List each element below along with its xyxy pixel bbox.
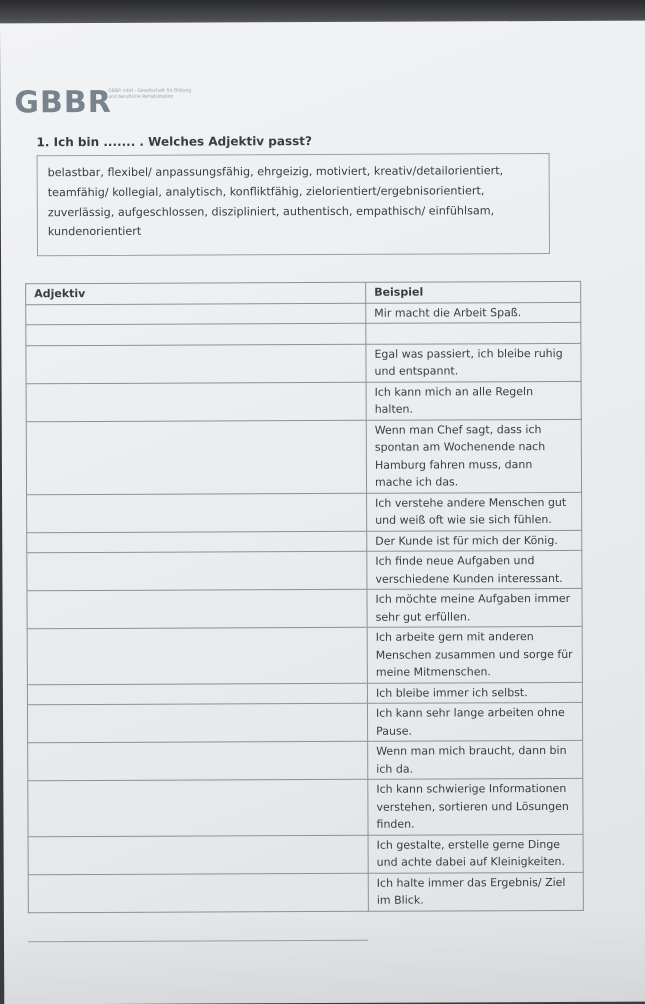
adjektiv-cell[interactable] (26, 323, 366, 345)
beispiel-cell: Ich kann mich an alle Regeln halten. (366, 381, 581, 420)
table-row (28, 872, 583, 912)
table-row (27, 530, 582, 553)
adjective-word-box: belastbar, flexibel/ anpassungsfähig, ehrgeizig, motiviert, kreativ/detailorientiert, teamfähig/ kollegial, analytisch, konfliktfähig, zielorientiert/ergebnisorientiert, zuverlässig, aufgeschlossen, diszipliniert, authentisch, empathisch/ einfühlsam, kundenorientiert (37, 153, 550, 256)
adjective-example-table (25, 281, 584, 913)
beispiel-cell: Mir macht die Arbeit Spaß. (366, 302, 581, 323)
adjektiv-cell[interactable] (27, 589, 367, 628)
adjektiv-cell[interactable] (27, 551, 367, 590)
table-row (26, 419, 581, 494)
table-row (27, 702, 582, 742)
adjektiv-cell[interactable] (26, 420, 366, 494)
worksheet-paper (0, 21, 645, 1004)
header-adjektiv: Adjektiv (26, 282, 366, 304)
adjektiv-cell[interactable] (28, 741, 368, 780)
logo-subtitle: GBBR mbH · Gesellschaft für Bildung und berufliche Rehabilitation (108, 88, 192, 100)
table-row (28, 740, 583, 780)
beispiel-cell: Ich bleibe immer ich selbst. (367, 682, 582, 703)
table-row (27, 682, 582, 705)
adjektiv-cell[interactable] (26, 303, 366, 325)
beispiel-cell: Ich finde neue Aufgaben und verschiedene Kunden interessant. (367, 550, 582, 589)
table-row (28, 778, 583, 836)
paper-shadow (4, 912, 645, 1004)
beispiel-cell: Wenn man mich braucht, dann bin ich da. (368, 740, 583, 779)
beispiel-cell: Ich gestalte, erstelle gerne Dinge und achte dabei auf Kleinigkeiten. (368, 834, 583, 873)
adjektiv-cell[interactable] (27, 627, 367, 684)
adjektiv-cell[interactable] (27, 531, 367, 553)
adjektiv-cell[interactable] (28, 779, 368, 836)
beispiel-cell: Ich kann schwierige Informationen verstehen, sortieren und Lösungen finden. (368, 778, 583, 834)
adjektiv-cell[interactable] (27, 683, 367, 705)
table-row (26, 343, 581, 383)
beispiel-cell: Egal was passiert, ich bleibe ruhig und entspannt. (366, 343, 581, 382)
adjektiv-cell[interactable] (28, 835, 368, 874)
beispiel-cell: Ich halte immer das Ergebnis/ Ziel im Blick. (368, 872, 583, 911)
gbbr-logo: GBBR (14, 84, 112, 121)
table-row (27, 588, 582, 628)
adjektiv-cell[interactable] (26, 344, 366, 383)
table-row (26, 302, 581, 325)
beispiel-cell: Ich möchte meine Aufgaben immer sehr gut erfüllen. (367, 588, 582, 627)
table-row (26, 381, 581, 421)
adjektiv-cell[interactable] (26, 382, 366, 421)
beispiel-cell: Ich verstehe andere Menschen gut und weiß oft wie sie sich fühlen. (367, 492, 582, 531)
beispiel-cell (366, 322, 581, 343)
adjektiv-cell[interactable] (27, 493, 367, 532)
header-beispiel: Beispiel (366, 281, 581, 302)
beispiel-cell: Der Kunde ist für mich der König. (367, 530, 582, 551)
beispiel-cell: Ich arbeite gern mit anderen Menschen zusammen und sorge für meine Mitmenschen. (367, 626, 582, 682)
adjektiv-cell[interactable] (28, 873, 368, 912)
beispiel-cell: Wenn man Chef sagt, dass ich spontan am Wochenende nach Hamburg fahren muss, dann mache ich das. (366, 419, 581, 493)
adjektiv-cell[interactable] (27, 703, 367, 742)
table-row (26, 322, 581, 345)
question-heading: 1. Ich bin ....... . Welches Adjektiv passt? (36, 134, 312, 150)
table-row (27, 626, 582, 684)
beispiel-cell: Ich kann sehr lange arbeiten ohne Pause. (367, 702, 582, 741)
table-header-row (26, 281, 581, 304)
table-row (27, 492, 582, 532)
table-row (28, 834, 583, 874)
table-row (27, 550, 582, 590)
